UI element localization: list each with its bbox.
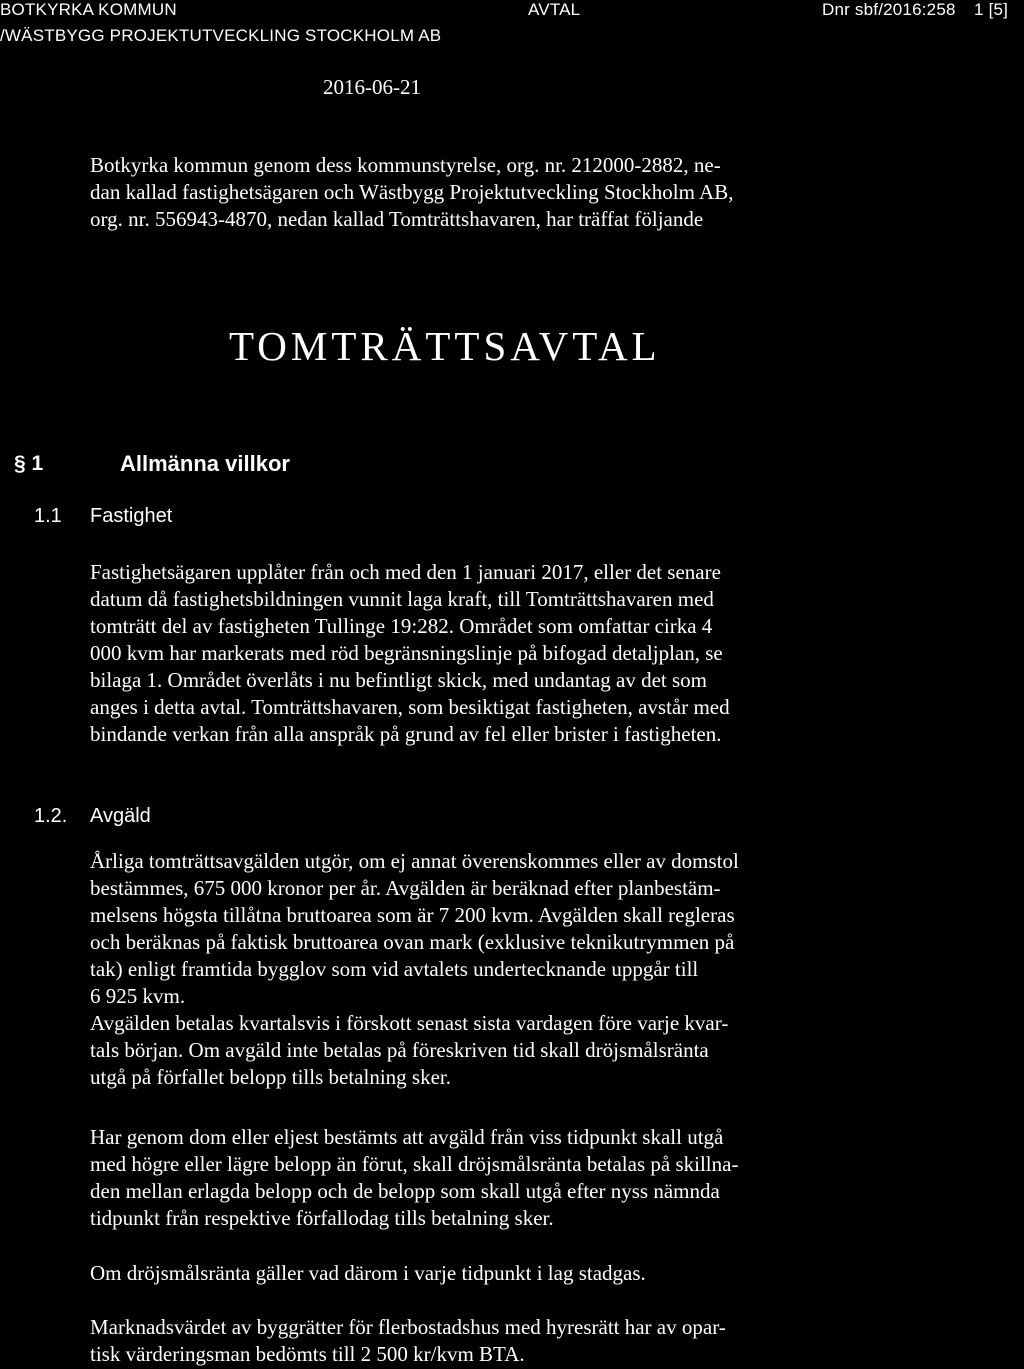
subsection-title: Avgäld [90,805,151,827]
intro-line: Botkyrka kommun genom dess kommunstyrelse, org. nr. 212000-2882, ne- [90,153,721,177]
paragraph-line: bindande verkan från alla anspråk på grund av fel eller brister i fastigheten. [90,722,722,746]
avgald-paragraph-1 [90,848,739,1091]
paragraph-line: Avgälden betalas kvartalsvis i förskott senast sista vardagen före varje kvar- [90,1011,729,1035]
document-date: 2016-06-21 [323,75,421,99]
paragraph-line: Om dröjsmålsränta gäller vad därom i varje tidpunkt i lag stadgas. [90,1261,646,1285]
section-title: Allmänna villkor [120,451,290,476]
subsection-title: Fastighet [90,505,173,527]
paragraph-line: tisk värderingsman bedömts till 2 500 kr/kvm BTA. [90,1342,525,1366]
intro-line: org. nr. 556943-4870, nedan kallad Tomträttshavaren, har träffat följande [90,207,704,231]
paragraph-line: den mellan erlagda belopp och de belopp som skall utgå efter nyss nämnda [90,1179,720,1203]
header-doc-type: AVTAL [528,0,581,19]
avgald-paragraph-3 [90,1260,646,1287]
fastighet-paragraph [90,559,730,748]
paragraph-line: Marknadsvärdet av byggrätter för flerbostadshus med hyresrätt har av opar- [90,1315,726,1339]
document-title: TOMTRÄTTSAVTAL [229,323,661,369]
paragraph-line: datum då fastighetsbildningen vunnit laga kraft, till Tomträttshavaren med [90,587,714,611]
header-dnr: Dnr sbf/2016:258 [822,0,956,19]
paragraph-line: med högre eller lägre belopp än förut, skall dröjsmålsränta betalas på skillna- [90,1152,739,1176]
paragraph-line: Fastighetsägaren upplåter från och med den 1 januari 2017, eller det senare [90,560,721,584]
paragraph-line: tals början. Om avgäld inte betalas på föreskriven tid skall dröjsmålsränta [90,1038,709,1062]
paragraph-line: bestämmes, 675 000 kronor per år. Avgälden är beräknad efter planbestäm- [90,876,721,900]
paragraph-line: Årliga tomträttsavgälden utgör, om ej annat överenskommes eller av domstol [90,849,739,873]
paragraph-line: 6 925 kvm. [90,984,186,1008]
paragraph-line: tak) enligt framtida bygglov som vid avtalets undertecknande uppgår till [90,957,699,981]
paragraph-line: tidpunkt från respektive förfallodag tills betalning sker. [90,1206,554,1230]
header-org-line2: /WÄSTBYGG PROJEKTUTVECKLING STOCKHOLM AB [0,26,442,45]
avgald-paragraph-2 [90,1124,738,1232]
subsection-number: 1.1 [34,505,62,527]
paragraph-line: utgå på förfallet belopp tills betalning sker. [90,1065,451,1089]
section-number: § 1 [14,452,44,475]
paragraph-line: tomträtt del av fastigheten Tullinge 19:282. Området som omfattar cirka 4 [90,614,713,638]
header-page-number: 1 [5] [974,0,1009,19]
paragraph-line: bilaga 1. Området överlåts i nu befintligt skick, med undantag av det som [90,668,708,692]
avgald-paragraph-4 [90,1314,726,1368]
paragraph-line: och beräknas på faktisk bruttoarea ovan mark (exklusive teknikutrymmen på [90,930,735,954]
paragraph-line: 000 kvm har markerats med röd begränsningslinje på bifogad detaljplan, se [90,641,723,665]
header-org-line1: BOTKYRKA KOMMUN [0,0,177,19]
intro-line: dan kallad fastighetsägaren och Wästbygg Projektutveckling Stockholm AB, [90,180,734,204]
intro-paragraph [90,152,733,233]
paragraph-line: melsens högsta tillåtna bruttoarea som är 7 200 kvm. Avgälden skall regleras [90,903,735,927]
paragraph-line: anges i detta avtal. Tomträttshavaren, som besiktigat fastigheten, avstår med [90,695,730,719]
subsection-number: 1.2. [34,805,68,827]
paragraph-line: Har genom dom eller eljest bestämts att avgäld från viss tidpunkt skall utgå [90,1125,724,1149]
